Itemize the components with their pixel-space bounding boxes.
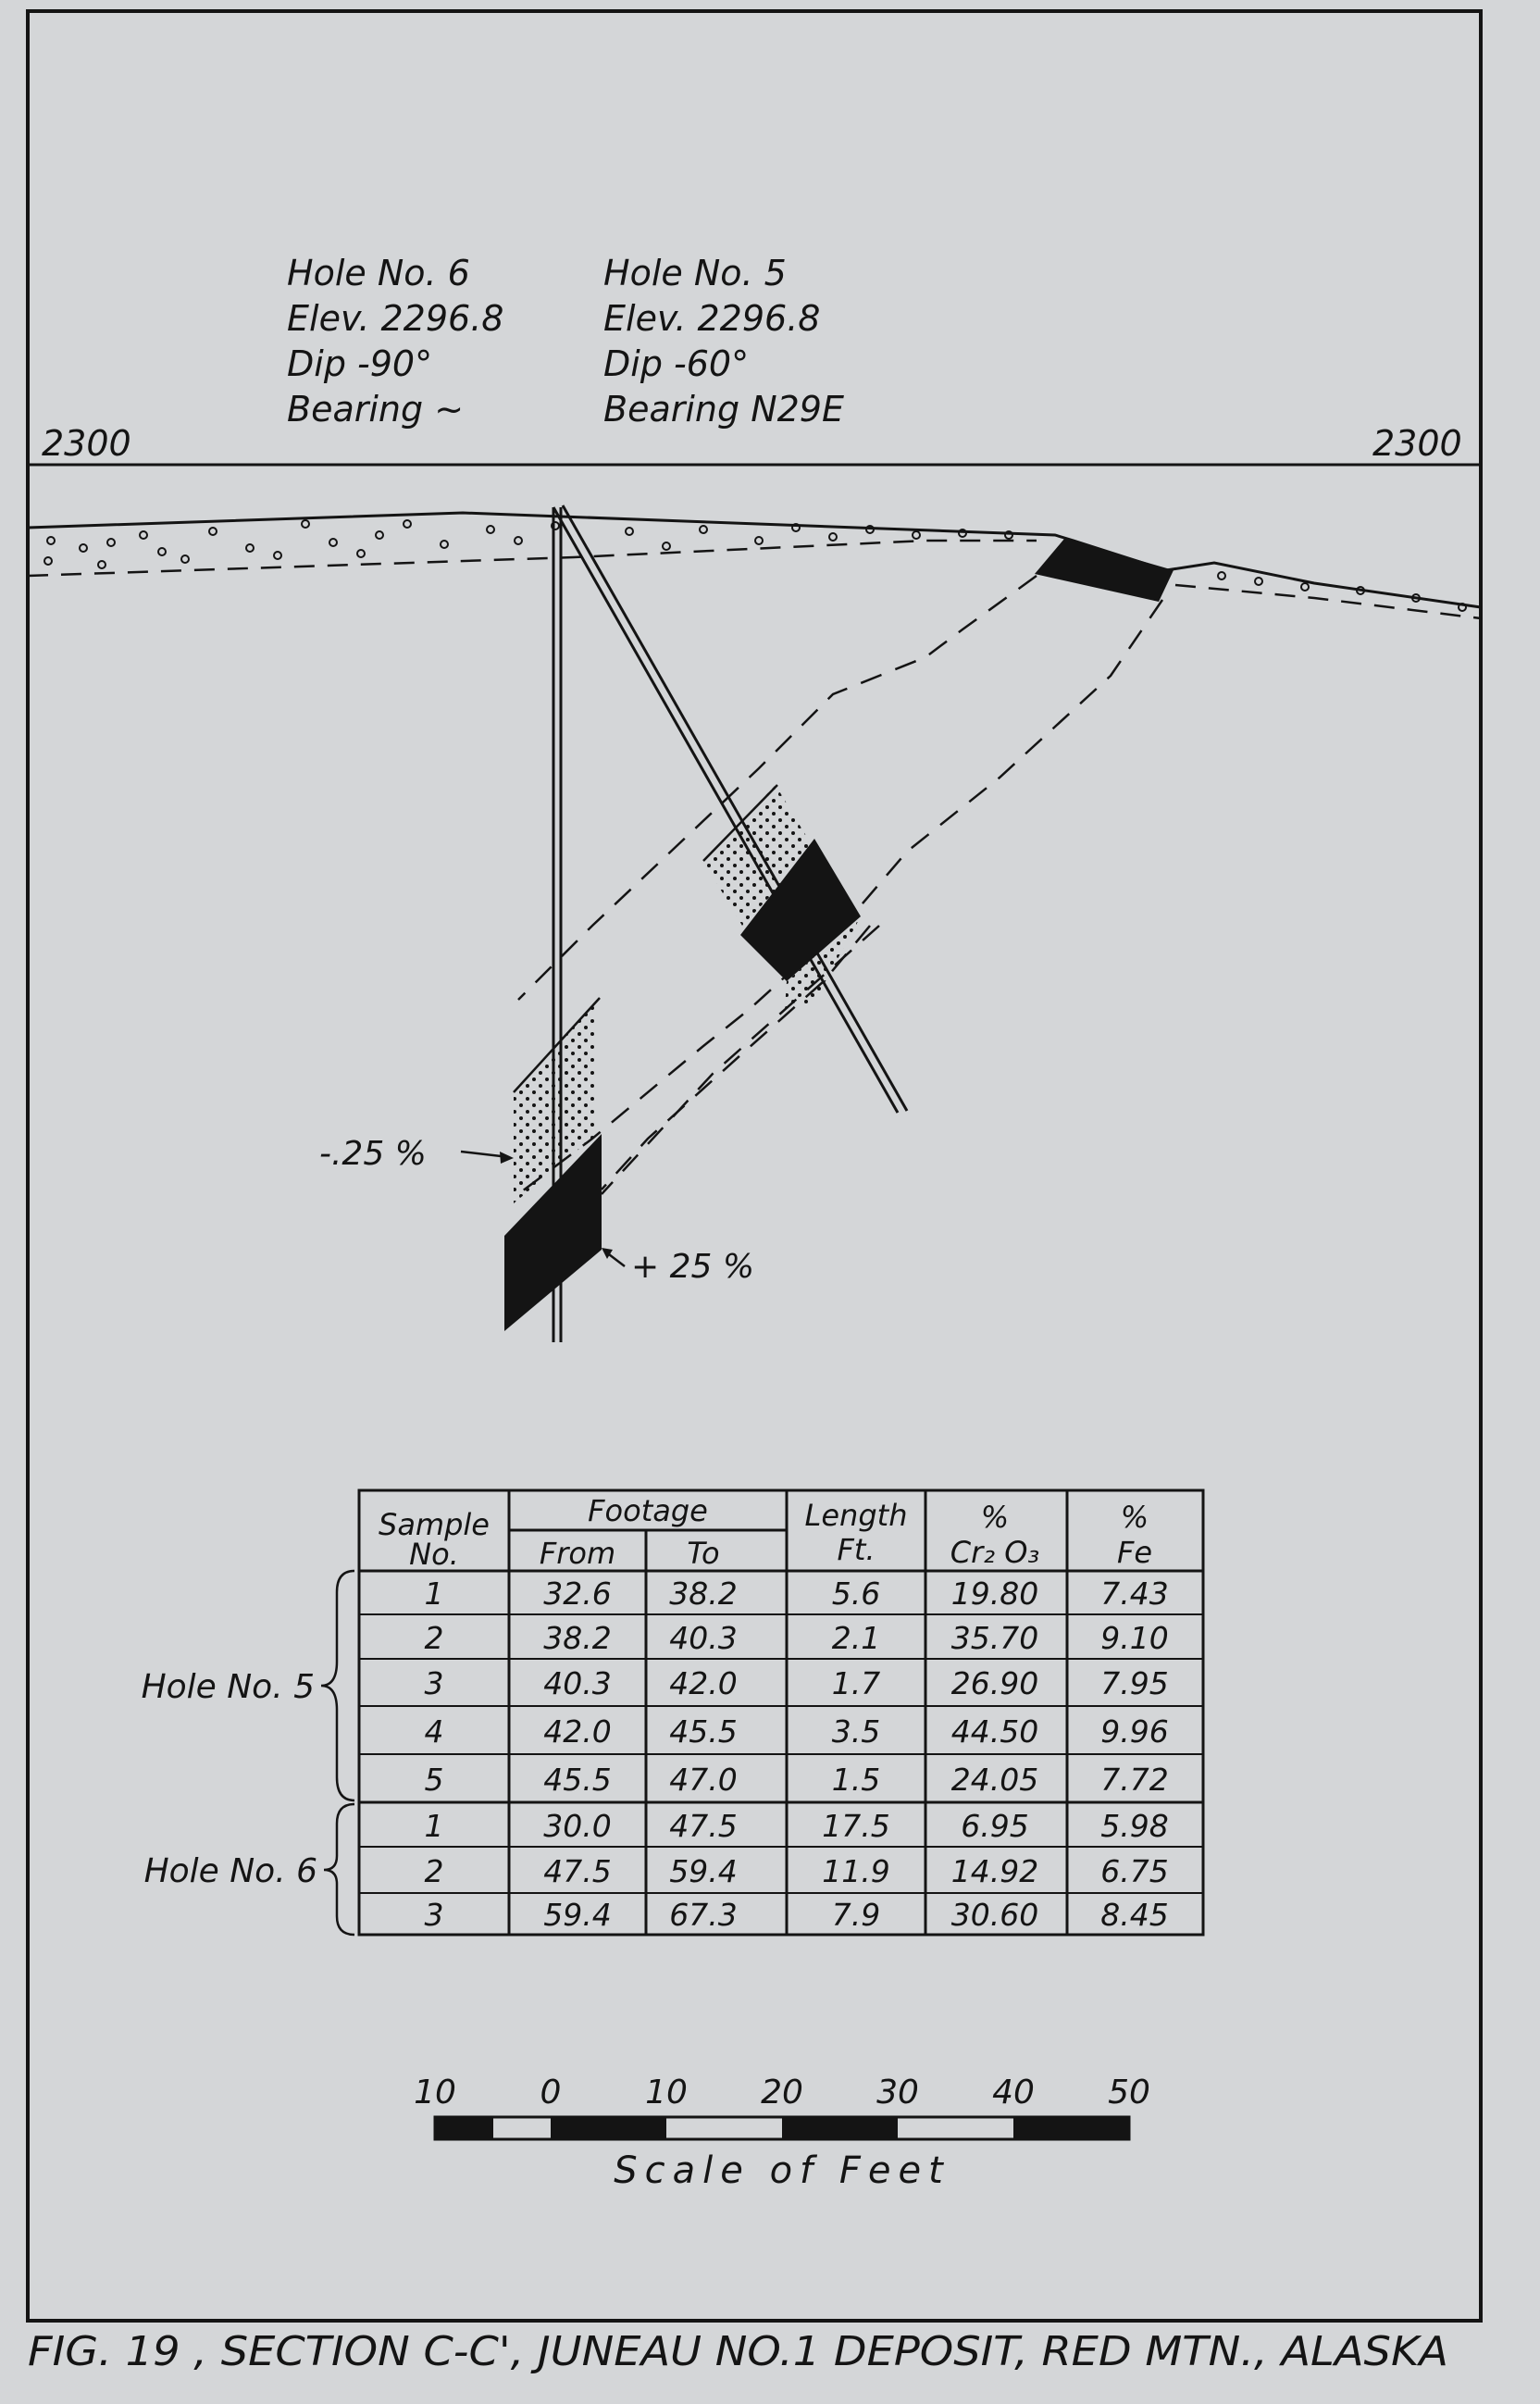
table-header xyxy=(379,1493,1152,1572)
cell-from: 32.6 xyxy=(543,1576,612,1612)
hole-6-bearing: Bearing ~ xyxy=(287,389,465,430)
scale-segment-1 xyxy=(435,2117,493,2139)
header-fe: Fe xyxy=(1116,1535,1153,1570)
cell-to: 47.5 xyxy=(669,1808,738,1844)
header-cr2o3-percent: % xyxy=(980,1500,1010,1535)
cell-fe: 9.10 xyxy=(1100,1620,1169,1656)
header-sample: Sample xyxy=(379,1507,490,1542)
cell-cr2o3: 6.95 xyxy=(961,1808,1029,1844)
grade-high-label: + 25 % xyxy=(631,1248,755,1286)
cell-length: 1.5 xyxy=(831,1762,881,1798)
cell-to: 67.3 xyxy=(669,1897,738,1933)
cell-from: 38.2 xyxy=(543,1620,612,1656)
table-row xyxy=(425,1665,1169,1701)
cell-fe: 8.45 xyxy=(1100,1897,1169,1933)
cell-fe: 9.96 xyxy=(1100,1713,1169,1750)
cell-sample-no: 1 xyxy=(424,1808,444,1844)
grade-low-arrowhead xyxy=(500,1152,514,1164)
table-row xyxy=(425,1808,1169,1844)
header-fe-percent: % xyxy=(1120,1500,1149,1535)
scale-segment-4 xyxy=(1013,2117,1129,2139)
cell-sample-no: 5 xyxy=(424,1762,444,1798)
hole-6-name: Hole No. 6 xyxy=(287,253,470,293)
cell-length: 5.6 xyxy=(831,1576,881,1612)
scale-tick-label: 0 xyxy=(540,2074,562,2111)
figure-frame xyxy=(28,11,1481,2321)
cell-from: 42.0 xyxy=(543,1713,612,1750)
ground-surface xyxy=(28,513,1481,607)
overburden-base-left xyxy=(28,541,1037,576)
cell-to: 40.3 xyxy=(669,1620,738,1656)
cell-fe: 7.43 xyxy=(1100,1576,1169,1612)
cell-sample-no: 2 xyxy=(424,1620,444,1656)
scale-tick-labels xyxy=(414,2074,1150,2111)
assay-table xyxy=(359,1490,1203,1935)
table-row xyxy=(425,1762,1169,1798)
scale-tick-label: 10 xyxy=(645,2074,688,2111)
cell-sample-no: 3 xyxy=(424,1665,444,1701)
cell-from: 40.3 xyxy=(543,1665,612,1701)
scale-tick-label: 50 xyxy=(1108,2074,1150,2111)
header-footage: Footage xyxy=(588,1493,708,1528)
cell-sample-no: 1 xyxy=(424,1576,444,1612)
scale-tick-label: 30 xyxy=(876,2074,919,2111)
cell-from: 59.4 xyxy=(543,1897,612,1933)
cell-sample-no: 2 xyxy=(424,1853,444,1889)
scale-label: Scale of Feet xyxy=(614,2149,950,2192)
overburden-gravel xyxy=(44,520,1466,611)
drill-hole-5 xyxy=(553,505,907,1113)
hole-5-dip: Dip -60° xyxy=(603,343,750,384)
scale-tick-label: 10 xyxy=(414,2074,456,2111)
cell-fe: 6.75 xyxy=(1100,1853,1169,1889)
header-sample-no: No. xyxy=(409,1537,459,1572)
cell-from: 45.5 xyxy=(543,1762,612,1798)
elevation-label-left: 2300 xyxy=(42,423,131,464)
grade-low-label: -.25 % xyxy=(319,1135,427,1173)
cell-fe: 7.72 xyxy=(1100,1762,1169,1798)
hole-6-bracket xyxy=(324,1804,354,1935)
hole-5-group-label: Hole No. 5 xyxy=(141,1668,315,1706)
hole-6-group-label: Hole No. 6 xyxy=(143,1852,317,1890)
cell-sample-no: 3 xyxy=(424,1897,444,1933)
cell-to: 47.0 xyxy=(669,1762,738,1798)
cell-cr2o3: 26.90 xyxy=(950,1665,1039,1701)
hole-5-name: Hole No. 5 xyxy=(603,253,787,293)
cell-from: 30.0 xyxy=(543,1808,612,1844)
cell-to: 42.0 xyxy=(669,1665,738,1701)
hole-6-dip: Dip -90° xyxy=(287,343,433,384)
cell-fe: 7.95 xyxy=(1100,1665,1169,1701)
scale-segment-2 xyxy=(551,2117,666,2139)
header-length-ft: Ft. xyxy=(837,1532,876,1567)
header-length: Length xyxy=(804,1498,908,1533)
hole-5-elev: Elev. 2296.8 xyxy=(603,298,821,339)
hole-6-info xyxy=(287,253,503,430)
table-row xyxy=(425,1576,1169,1612)
hole-6-elev: Elev. 2296.8 xyxy=(287,298,504,339)
cell-length: 1.7 xyxy=(831,1665,881,1701)
hole-5-bearing: Bearing N29E xyxy=(603,389,844,430)
table-row xyxy=(425,1853,1169,1889)
figure-caption: FIG. 19 , SECTION C-C', JUNEAU NO.1 DEPOSIT, RED MTN., ALASKA xyxy=(28,2328,1448,2375)
cell-to: 59.4 xyxy=(669,1853,738,1889)
header-to: To xyxy=(687,1536,720,1571)
cell-cr2o3: 35.70 xyxy=(950,1620,1039,1656)
cell-to: 38.2 xyxy=(669,1576,738,1612)
cell-length: 11.9 xyxy=(822,1853,890,1889)
cell-fe: 5.98 xyxy=(1100,1808,1169,1844)
scale-bar xyxy=(414,2074,1150,2192)
cell-cr2o3: 19.80 xyxy=(950,1576,1039,1612)
cell-length: 7.9 xyxy=(831,1897,881,1933)
cell-length: 2.1 xyxy=(831,1620,881,1656)
table-row xyxy=(425,1713,1169,1750)
cell-cr2o3: 14.92 xyxy=(950,1853,1039,1889)
cell-length: 3.5 xyxy=(831,1713,881,1750)
table-row xyxy=(425,1620,1169,1656)
cell-cr2o3: 24.05 xyxy=(950,1762,1039,1798)
header-from: From xyxy=(539,1536,616,1571)
table-row xyxy=(425,1897,1169,1933)
cell-length: 17.5 xyxy=(822,1808,890,1844)
cell-sample-no: 4 xyxy=(424,1713,444,1750)
elevation-label-right: 2300 xyxy=(1372,423,1462,464)
hole-5-info xyxy=(603,253,844,430)
header-cr2o3: Cr₂ O₃ xyxy=(950,1535,1040,1570)
scale-tick-label: 20 xyxy=(761,2074,803,2111)
cell-cr2o3: 44.50 xyxy=(950,1713,1039,1750)
scale-segment-3 xyxy=(782,2117,898,2139)
cell-to: 45.5 xyxy=(669,1713,738,1750)
scale-tick-label: 40 xyxy=(992,2074,1035,2111)
cell-cr2o3: 30.60 xyxy=(950,1897,1039,1933)
outcrop-ore-body xyxy=(1035,539,1174,602)
cell-from: 47.5 xyxy=(543,1853,612,1889)
hole-5-bracket xyxy=(321,1571,354,1800)
